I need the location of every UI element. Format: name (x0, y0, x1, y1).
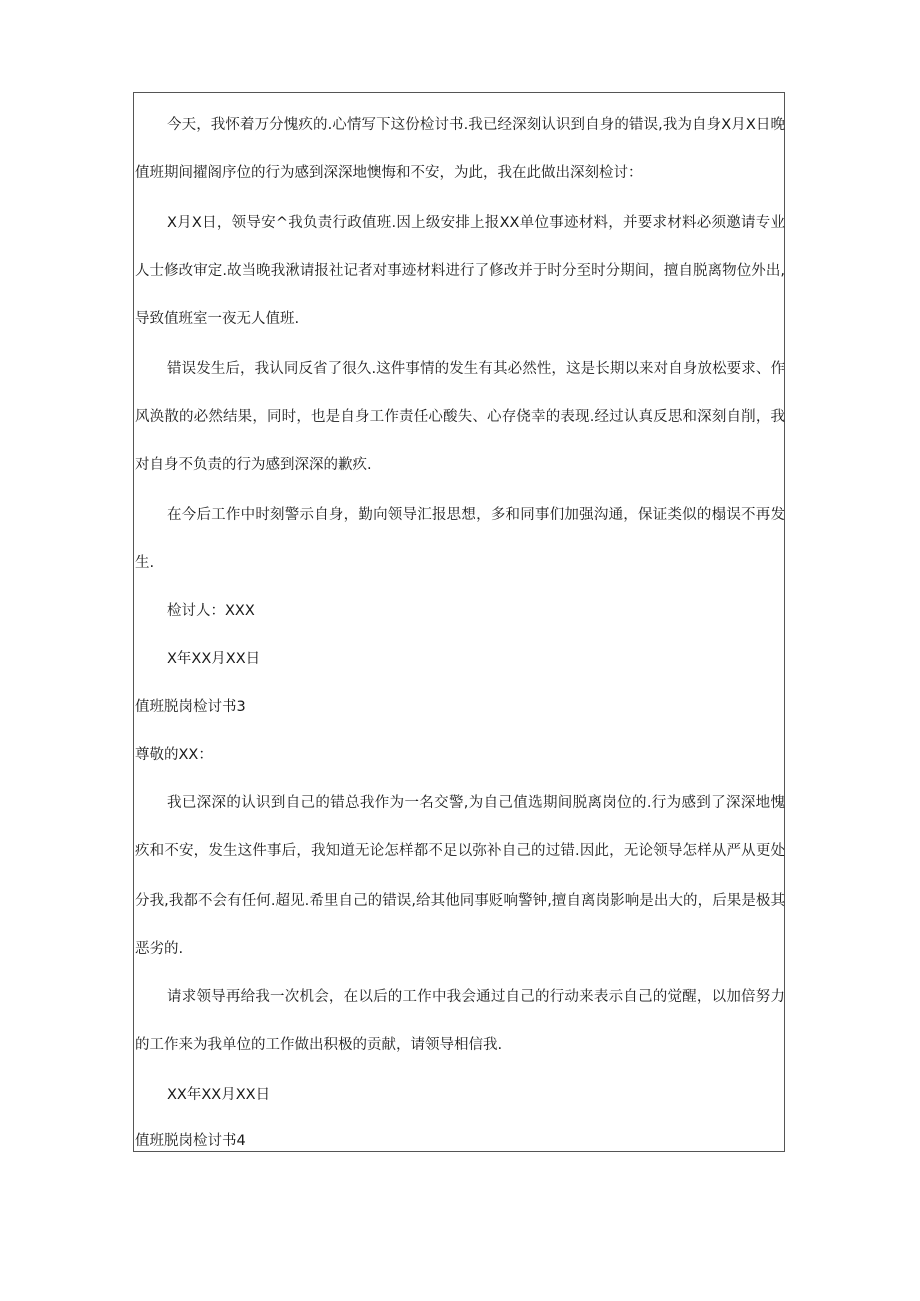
paragraph-line: 恶劣的. (135, 941, 184, 957)
paragraph-line: X月X日，领导安^我负责行政值班.因上级安排上报XX单位事迹材料，并要求材料必须邀请专业 (167, 215, 785, 231)
paragraph-line: 人士修改审定.故当晚我湫请报社记者对事迹材料进行了修改并于时分至时分期间，擅自脱离物位外出, (135, 263, 785, 279)
section-title: 值班脱岗检讨书4 (135, 1133, 246, 1149)
date-line: X年XX月XX日 (167, 651, 261, 667)
paragraph-line: 的工作来为我单位的工作做出积极的贡献，请领导相信我. (135, 1037, 503, 1053)
paragraph-line: 对自身不负责的行为感到深深的歉疚. (135, 457, 372, 473)
paragraph-line: 值班期间擢阁序位的行为感到深深地懊悔和不安，为此，我在此做出深刻检讨： (135, 165, 643, 181)
salutation: 尊敬的XX： (135, 747, 213, 763)
signature-line: 检讨人：XXX (167, 603, 255, 619)
paragraph-line: 错误发生后，我认同反省了很久.这件事情的发生有其必然性，这是长期以来对自身放松要求、作 (167, 361, 785, 377)
paragraph-line: 今天，我怀着万分愧疚的.心情写下这份检讨书.我已经深刻认识到自身的错误,我为自身X月X日晚 (167, 117, 785, 133)
paragraph-line: 导致值班室一夜无人值班. (135, 311, 300, 327)
paragraph-line: 我已深深的认识到自己的错总我作为一名交警,为自己值选期间脱离岗位的.行为感到了深深地愧 (167, 795, 785, 811)
section-title: 值班脱岗检讨书3 (135, 699, 246, 715)
paragraph-line: 疚和不安，发生这件事后，我知道无论怎样都不足以弥补自己的过错.因此，无论领导怎样从严从更处 (135, 843, 785, 859)
paragraph-line: 请求领导再给我一次机会，在以后的工作中我会通过自己的行动来表示自己的觉醒，以加倍努力 (167, 989, 785, 1005)
paragraph-line: 风涣散的必然结果，同时，也是自身工作责任心酸失、心存侥幸的表现.经过认真反思和深刻自削，我 (135, 409, 785, 425)
paragraph-line: 生. (135, 555, 155, 571)
paragraph-line: 分我,我都不会有任何.超见.希里自己的错误,给其他同事贬响警钟,擅自离岗影响是出大的，后果是极其 (135, 893, 785, 909)
date-line: XX年XX月XX日 (167, 1087, 271, 1103)
paragraph-line: 在今后工作中时刻警示自身，勤向领导汇报思想，多和同事们加强沟通，保证类似的榻误不再发 (167, 507, 785, 523)
